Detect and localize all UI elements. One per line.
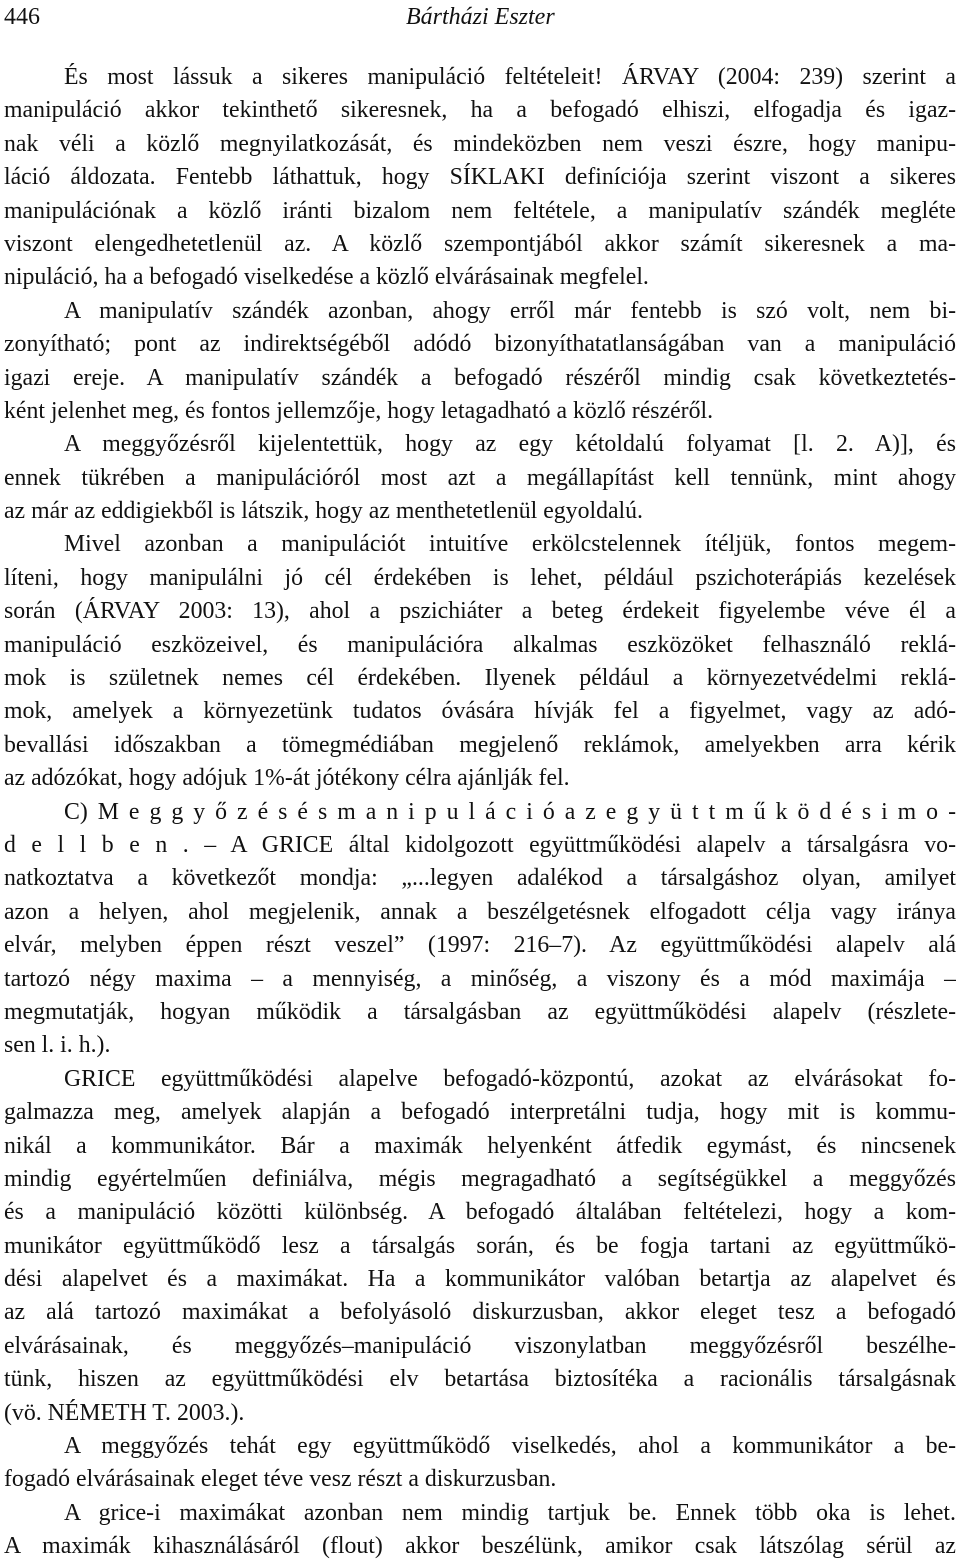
text-line: nak véli a közlő megnyilatkozását, és mindeközben nem veszi észre, hogy manipu-: [4, 130, 956, 157]
text-line: ennek tükrében a manipulációról most azt a megállapítást kell tennünk, mint ahogy: [4, 464, 956, 491]
text-line: GRICE együttműködési alapelve befogadó-központú, azokat az elvárásokat fo-: [64, 1065, 956, 1092]
body-text: [4, 61, 956, 1564]
text-line: nikál a kommunikátor. Bár a maximák helyenként átfedik egymást, és nincsenek: [4, 1132, 956, 1159]
text-line: igazi ereje. A manipulatív szándék a befogadó részéről mindig csak következtetés-: [4, 364, 956, 391]
text-line: ként jelenhet meg, és fontos jellemzője, hogy letagadható a közlő részéről.: [4, 397, 714, 424]
text-line: elvár, melyben éppen részt veszel” (1997: 216–7). Az együttműködési alapelv alá: [4, 932, 956, 959]
text-line: mok is születnek nemes cél érdekében. Ilyenek például a környezetvédelmi reklá-: [4, 665, 956, 692]
text-line: És most lássuk a sikeres manipuláció feltételeit! ÁRVAY (2004: 239) szerint a: [64, 64, 956, 90]
text-line: d e l l b e n . – A GRICE által kidolgozott együttműködési alapelv a társalgásra vo-: [4, 831, 956, 858]
text-line: dési alapelvet és a maximákat. Ha a kommunikátor valóban betartja az alapelvet és: [4, 1266, 956, 1293]
text-line: A meggyőzésről kijelentettük, hogy az egy kétoldalú folyamat [l. 2. A)], és: [64, 431, 956, 458]
text-line: az adózókat, hogy adójuk 1%-át jótékony célra ajánlják fel.: [4, 765, 570, 792]
text-line: mok, amelyek a környezetünk tudatos óvására hívják fel a figyelmet, vagy az adó-: [4, 698, 956, 725]
text-line: sen l. i. h.).: [4, 1032, 111, 1059]
text-line: során (ÁRVAY 2003: 13), ahol a pszichiáter a beteg érdekeit figyelembe véve él a: [4, 598, 956, 625]
text-line: (vö. NÉMETH T. 2003.).: [4, 1399, 245, 1426]
text-line: láció áldozata. Fentebb láthattuk, hogy SÍKLAKI definíciója szerint viszont a sikeres: [4, 164, 956, 191]
text-line: megmutatják, hogyan működik a társalgásban az együttműködési alapelv (részlete-: [4, 998, 956, 1025]
text-line: natkoztatva a következőt mondja: „...legyen adalékod a társalgáshoz olyan, amilyet: [4, 865, 956, 892]
text-line: nipuláció, ha a befogadó viselkedése a közlő elvárásainak megfelel.: [4, 264, 649, 291]
text-line: tünk, hiszen az együttműködési elv betartása biztosítéka a racionális társalgásnak: [4, 1366, 956, 1393]
text-line: zonyítható; pont az indirektségéből adódó bizonyíthatatlanságában van a manipuláció: [4, 331, 956, 358]
text-line: bevallási időszakban a tömegmédiában megjelenő reklámok, amelyekben arra kérik: [4, 731, 956, 758]
page-number: 446: [4, 4, 40, 30]
text-line: mindig egyértelműen definiálva, mégis megragadható a segítségükkel a meggyőzés: [4, 1165, 956, 1192]
page: [4, 0, 956, 1560]
running-head-author: Bártházi Eszter: [406, 4, 555, 30]
text-line: elvárásainak, és meggyőzés–manipuláció viszonylatban meggyőzésről beszélhe-: [4, 1332, 956, 1359]
text-line: fogadó elvárásainak eleget téve vesz részt a diskurzusban.: [4, 1466, 557, 1493]
text-line: A maximák kihasználásáról (flout) akkor beszélünk, amikor csak látszólag sérül az: [4, 1533, 956, 1560]
text-line: A meggyőzés tehát egy együttműködő viselkedés, ahol a kommunikátor a be-: [64, 1433, 956, 1460]
text-line: manipulációnak a közlő iránti bizalom nem feltétele, a manipulatív szándék megléte: [4, 197, 956, 224]
text-line: manipuláció akkor tekinthető sikeresnek, ha a befogadó elhiszi, elfogadja és igaz-: [4, 97, 956, 124]
text-line: viszont elengedhetetlenül az. A közlő szempontjából akkor számít sikeresnek a ma-: [4, 230, 956, 257]
text-line: C) M e g g y ő z é s é s m a n i p u l á c i ó a z e g y ü t t m ű k ö d é s i m o -: [64, 798, 956, 825]
text-line: Mivel azonban a manipulációt intuitíve erkölcstelennek ítéljük, fontos megem-: [64, 531, 956, 558]
text-line: A grice-i maximákat azonban nem mindig tartjuk be. Ennek több oka is lehet.: [64, 1499, 956, 1526]
text-line: A manipulatív szándék azonban, ahogy erről már fentebb is szó volt, nem bi-: [64, 297, 956, 324]
text-line: az már az eddigiekből is látszik, hogy az menthetetlenül egyoldalú.: [4, 498, 643, 525]
text-line: azon a helyen, ahol megjelenik, annak a beszélgetésnek elfogadott célja vagy iránya: [4, 898, 956, 925]
text-line: munikátor együttműködő lesz a társalgás során, és be fogja tartani az együttműkö-: [4, 1232, 956, 1259]
text-line: líteni, hogy manipulálni jó cél érdekében is lehet, például pszichoterápiás kezelések: [4, 564, 956, 591]
text-line: manipuláció eszközeivel, és manipulációra alkalmas eszközöket felhasználó reklá-: [4, 631, 956, 658]
text-line: és a manipuláció közötti különbség. A befogadó általában feltételezi, hogy a kom-: [4, 1199, 956, 1226]
text-line: tartozó négy maxima – a mennyiség, a minőség, a viszony és a mód maximája –: [4, 965, 956, 992]
running-head: [4, 2, 956, 32]
text-line: az alá tartozó maximákat a befolyásoló diskurzusban, akkor eleget tesz a befogadó: [4, 1299, 956, 1326]
text-line: galmazza meg, amelyek alapján a befogadó interpretálni tudja, hogy mit is kommu-: [4, 1099, 956, 1126]
